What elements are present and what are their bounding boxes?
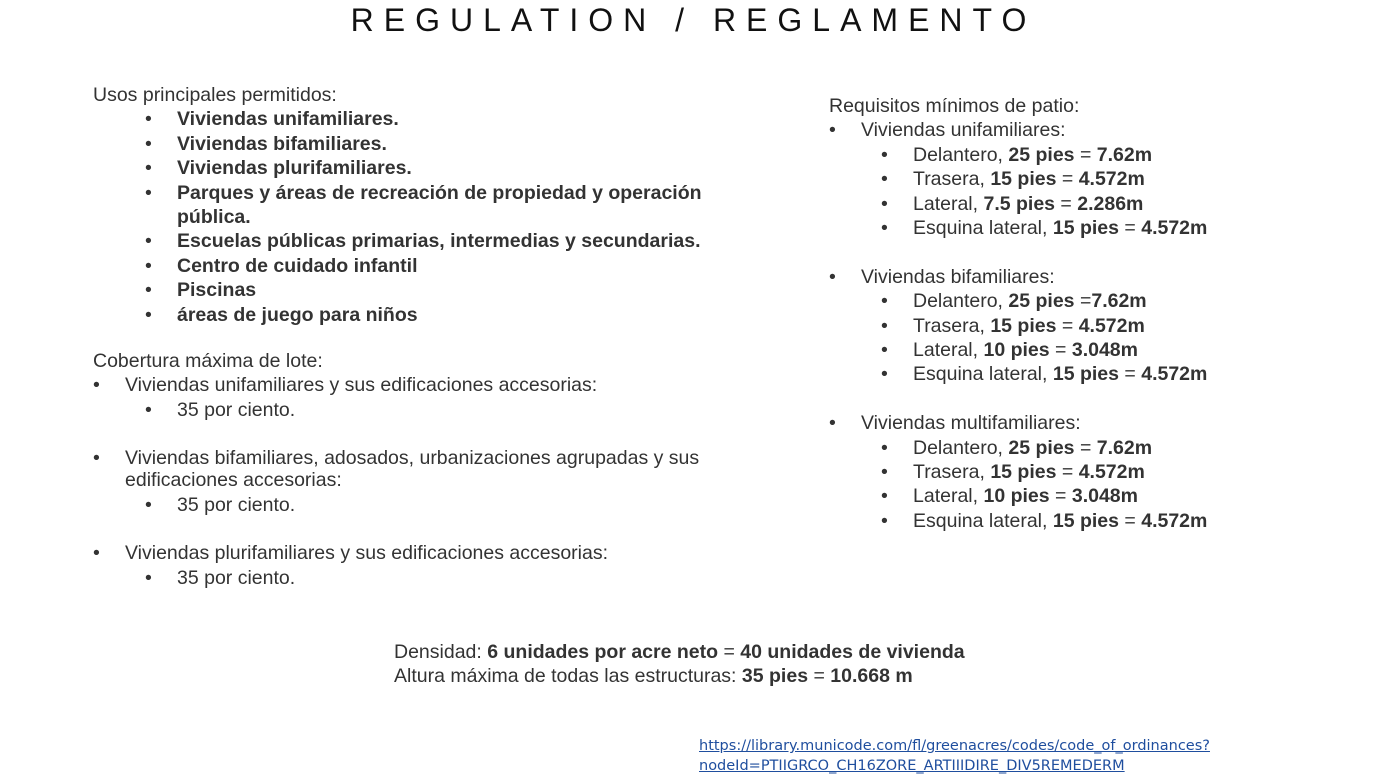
coverage-group-label: • Viviendas plurifamiliares y sus edificaciones accesorias: — [93, 541, 753, 565]
coverage-value: • 35 por ciento. — [93, 566, 753, 590]
yard-group-label: • Viviendas multifamiliares: — [829, 411, 1349, 435]
yard-item: • Trasera, 15 pies = 4.572m — [829, 314, 1349, 338]
yard-item: • Lateral, 10 pies = 3.048m — [829, 338, 1349, 362]
yard-item: • Lateral, 7.5 pies = 2.286m — [829, 192, 1349, 216]
permitted-uses-section — [93, 83, 753, 327]
list-item: • Piscinas — [93, 278, 753, 302]
list-item: • Centro de cuidado infantil — [93, 254, 753, 278]
density-line: Densidad: 6 unidades por acre neto = 40 unidades de vivienda — [394, 641, 965, 663]
lot-coverage-heading: Cobertura máxima de lote: — [93, 350, 323, 372]
list-item: • áreas de juego para niños — [93, 303, 753, 327]
yard-item: • Trasera, 15 pies = 4.572m — [829, 460, 1349, 484]
yard-item: • Esquina lateral, 15 pies = 4.572m — [829, 216, 1349, 240]
coverage-group-label: • Viviendas unifamiliares y sus edificaciones accesorias: — [93, 373, 753, 397]
density-height-section — [394, 640, 1094, 689]
yard-item: • Delantero, 25 pies =7.62m — [829, 289, 1349, 313]
list-item: • Viviendas bifamiliares. — [93, 132, 753, 156]
yard-group-label: • Viviendas bifamiliares: — [829, 265, 1349, 289]
yard-group-label: • Viviendas unifamiliares: — [829, 118, 1349, 142]
permitted-uses-heading: Usos principales permitidos: — [93, 84, 337, 106]
yard-requirements-section — [829, 94, 1349, 533]
coverage-group-label: • Viviendas bifamiliares, adosados, urbanizaciones agrupadas y sus edificaciones accesorias: — [93, 447, 740, 491]
yard-item: • Trasera, 15 pies = 4.572m — [829, 167, 1349, 191]
source-link-line-2[interactable]: nodeId=PTIIGRCO_CH16ZORE_ARTIIIDIRE_DIV5REMEDERM — [699, 758, 1125, 774]
yard-item: • Lateral, 10 pies = 3.048m — [829, 484, 1349, 508]
list-item: • Parques y áreas de recreación de propiedad y operación pública. — [93, 181, 737, 230]
source-link[interactable] — [699, 736, 1210, 776]
max-height-line: Altura máxima de todas las estructuras: 35 pies = 10.668 m — [394, 665, 913, 688]
yard-item: • Delantero, 25 pies = 7.62m — [829, 143, 1349, 167]
list-item: • Viviendas plurifamiliares. — [93, 156, 753, 180]
yard-item: • Esquina lateral, 15 pies = 4.572m — [829, 509, 1349, 533]
list-item: • Viviendas unifamiliares. — [93, 107, 753, 131]
yard-item: • Esquina lateral, 15 pies = 4.572m — [829, 362, 1349, 386]
coverage-value: • 35 por ciento. — [93, 398, 753, 422]
coverage-value: • 35 por ciento. — [93, 493, 753, 517]
list-item: • Escuelas públicas primarias, intermedias y secundarias. — [93, 229, 753, 253]
page-title: REGULATION / REGLAMENTO — [350, 2, 1037, 38]
yard-requirements-heading: Requisitos mínimos de patio: — [829, 95, 1080, 117]
lot-coverage-section — [93, 349, 753, 590]
yard-item: • Delantero, 25 pies = 7.62m — [829, 436, 1349, 460]
source-link-line-1[interactable]: https://library.municode.com/fl/greenacres/codes/code_of_ordinances? — [699, 738, 1210, 754]
